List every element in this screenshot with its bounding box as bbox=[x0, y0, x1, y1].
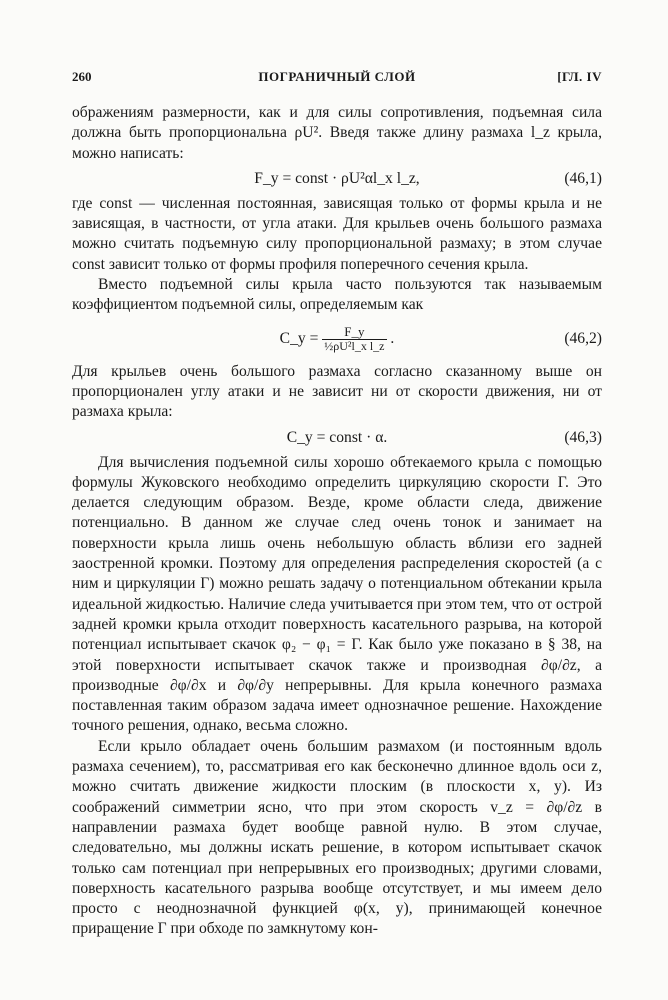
running-header bbox=[72, 69, 602, 89]
running-title: ПОГРАНИЧНЫЙ СЛОЙ bbox=[258, 69, 416, 84]
equation-number: (46,2) bbox=[564, 329, 602, 347]
equation-formula bbox=[72, 316, 602, 362]
equation-formula: F_y = const · ρU²αl_x l_z, bbox=[254, 169, 420, 187]
fraction-numerator: F_y bbox=[322, 325, 386, 340]
equation-46-2 bbox=[72, 316, 602, 362]
paragraph-5: Для вычисления подъемной силы хорошо обтекаемого крыла с помощью формулы Жуковского необходимо определить циркуляцию скорости Г. Это делается следующим образом. Везде, кроме области следа, движение потенциально. В данном же случае след очень тонок и занимает на поверхности крыла лишь очень небольшую область вблизи его задней заостренной кромки. Поэтому для определения распределения скоростей (а с ним и циркуляции Г) можно решать задачу о потенциальном обтекании крыла идеальной жидкостью. Наличие следа учитывается при этом тем, что от острой задней кромки крыла отходит поверхность касательного разрыва, на которой потенциал испытывает скачок φ₂ − φ₁ = Г. Как было уже показано в § 38, на этой поверхности испытывает скачок также и производная ∂φ/∂z, а производные ∂φ/∂x и ∂φ/∂y непрерывны. Для крыла конечного размаха поставленная таким образом задача имеет однозначное решение. Нахождение точного решения, однако, весьма сложно. bbox=[72, 453, 602, 735]
chapter-label: [ГЛ. IV bbox=[557, 69, 602, 84]
equation-number: (46,1) bbox=[564, 169, 602, 187]
paragraph-3: Вместо подъемной силы крыла часто пользуются так называемым коэффициентом подъемной силы, определяемым как bbox=[72, 276, 602, 314]
paragraph-6: Если крыло обладает очень большим размахом (и постоянным вдоль размаха сечением), то, рассматривая его как бесконечно длинное вдоль оси z, можно считать движение жидкости плоским (в плоскости x, y). Из соображений симметрии ясно, что при этом скорость v_z = ∂φ/∂z в направлении размаха будет вообще равной нулю. В этом случае, следовательно, мы должны искать решение, в котором испытывает скачок только сам потенциал при непрерывных его производных; другими словами, поверхность касательного разрыва вообще отсутствует, и мы имеем дело просто с неоднозначной функцией φ(x, y), принимающей конечное приращение Г при обходе по замкнутому кон- bbox=[72, 737, 602, 938]
equation-lhs: C_y = bbox=[279, 329, 319, 347]
equation-formula: C_y = const · α. bbox=[286, 428, 388, 446]
page-number: 260 bbox=[72, 69, 92, 84]
equation-tail: . bbox=[390, 329, 395, 347]
fraction bbox=[322, 325, 386, 353]
paragraph-2: где const — численная постоянная, зависящая только от формы крыла и не зависящая, в частности, от угла атаки. Для крыльев очень большого размаха можно считать подъемную силу пропорциональной размаху; в этом случае const зависит только от формы профиля поперечного сечения крыла. bbox=[72, 194, 602, 273]
equation-46-3 bbox=[72, 423, 602, 453]
equation-number: (46,3) bbox=[564, 428, 602, 446]
fraction-denominator: ½ρU²l_x l_z bbox=[324, 339, 385, 354]
page-body bbox=[72, 103, 602, 940]
paragraph-1: ображениям размерности, как и для силы сопротивления, подъемная сила должна быть пропорциональна ρU². Введя также длину размаха l_z крыла, можно написать: bbox=[72, 104, 602, 162]
paragraph-4: Для крыльев очень большого размаха согласно сказанному выше он пропорционален углу атаки и не зависит ни от скорости движения, ни от размаха крыла: bbox=[72, 362, 602, 421]
equation-46-1 bbox=[72, 164, 602, 194]
